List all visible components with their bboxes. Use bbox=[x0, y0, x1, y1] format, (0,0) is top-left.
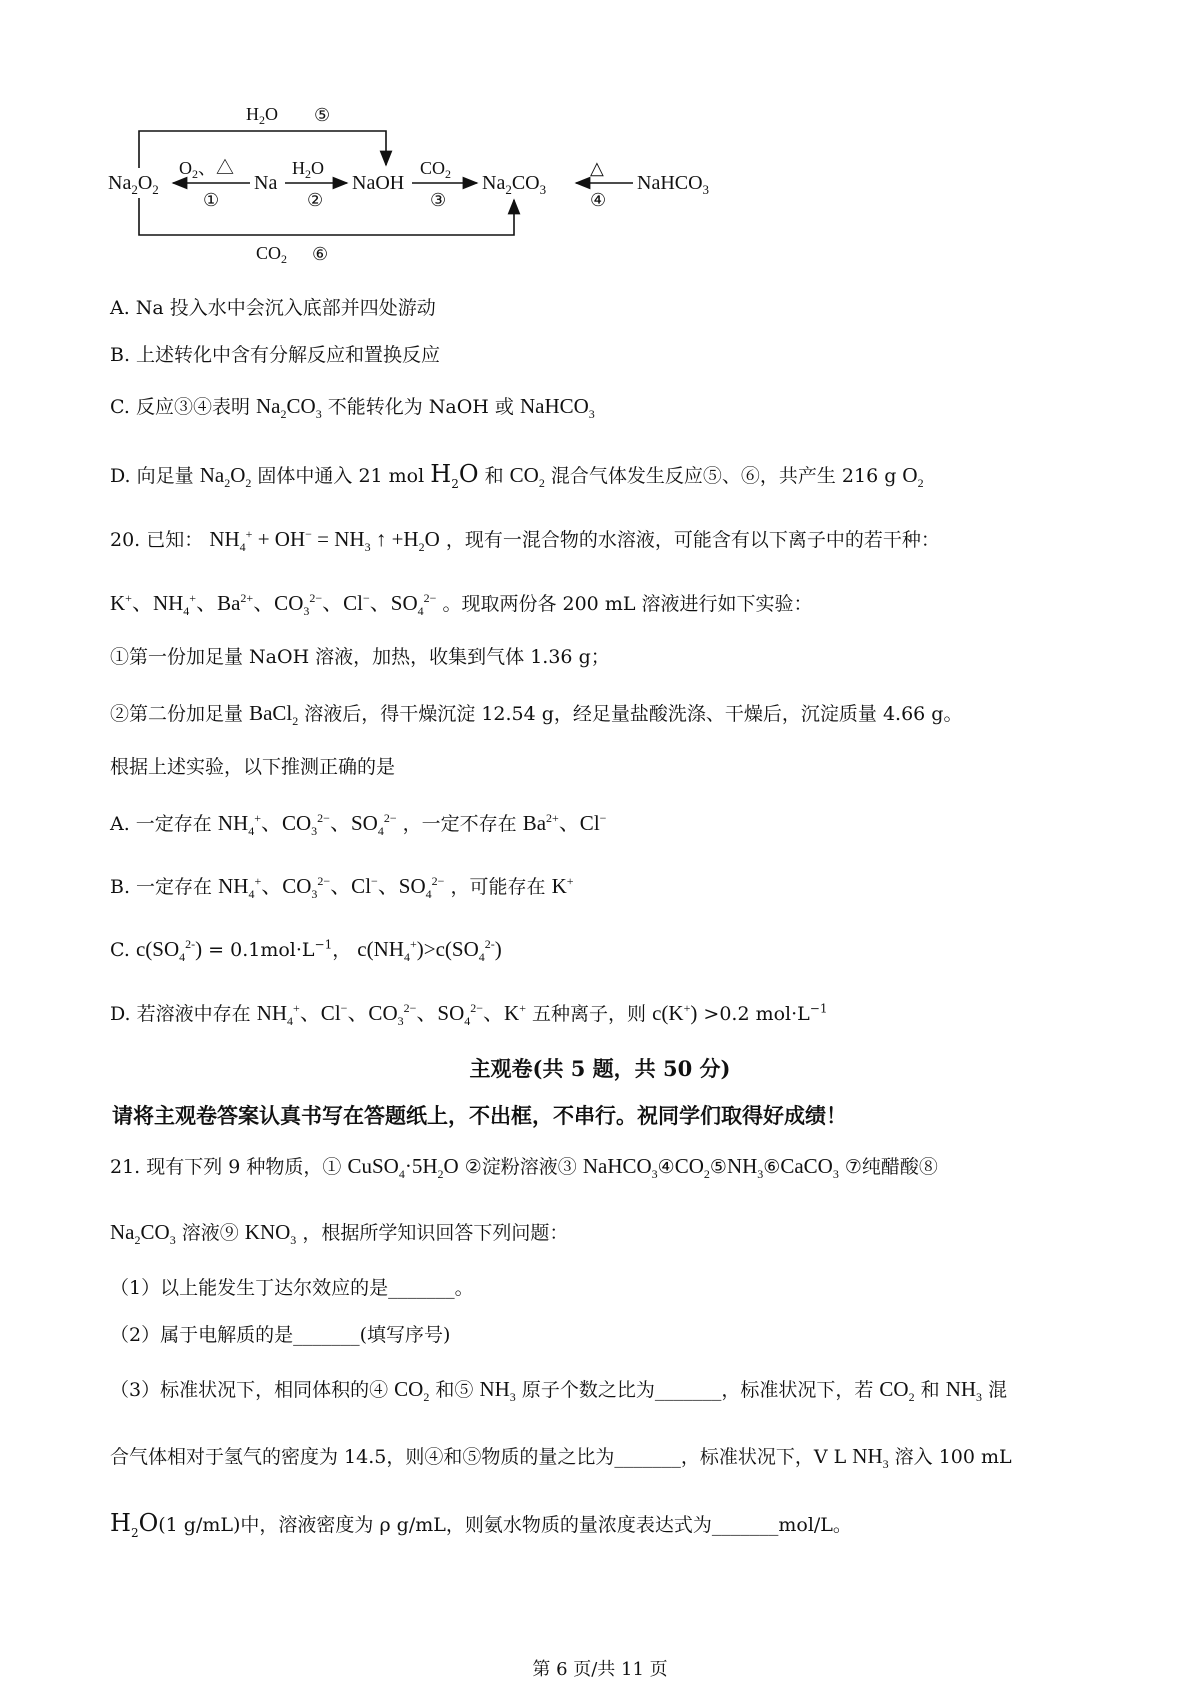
q21-p3-line2-a: 合气体相对于氢气的密度为 14.5，则④和⑤物质的量之比为_______，标准状况下，V L bbox=[110, 1446, 847, 1468]
q20-b-pre: B. 一定存在 bbox=[110, 876, 213, 898]
q19-d-pre: D. 向足量 bbox=[110, 465, 194, 487]
q20-exp2-pre: ②第二份加足量 bbox=[110, 703, 244, 725]
q19-c-mid: 不能转化为 NaOH 或 bbox=[327, 396, 514, 418]
arrow6-number: ⑥ bbox=[312, 244, 329, 264]
species-na: Na bbox=[254, 172, 278, 194]
q21-p3-d: 和 bbox=[920, 1379, 940, 1401]
q21-stem-post: ，根据所学知识回答下列问题： bbox=[302, 1222, 569, 1244]
q19-option-d: D. 向足量 $Na_2O_2$ 固体中通入 21 mol $H_2O$ 和 $CO_2$ 混合气体发生反应⑤、⑥，共产生 216 g $O_2$ bbox=[110, 460, 924, 491]
arrow2-number: ② bbox=[307, 190, 324, 210]
section-instruction: 请将主观卷答案认真书写在答题纸上，不出框，不串行。祝同学们取得好成绩！ bbox=[112, 1103, 847, 1128]
q19-d-mid3: 混合气体发生反应⑤、⑥，共产生 216 g bbox=[550, 465, 897, 487]
q21-stem-line2: $Na_2CO_3$ 溶液⑨ $KNO_3$ ，根据所学知识回答下列问题： bbox=[110, 1220, 569, 1248]
q20-d-pre: D. 若溶液中存在 bbox=[110, 1003, 251, 1025]
q21-part3: （3）标准状况下，相同体积的④ $CO_2$ 和⑤ $NH_3$ 原子个数之比为_______，标准状况下，若 $CO_2$ 和 $NH_3$ 混 bbox=[110, 1377, 1008, 1405]
q20-option-a: A. 一定存在 $NH_4^+$、$CO_3^{2-}$、$SO_4^{2-}$ ，一定不存在 $Ba^{2+}$、Cl− bbox=[110, 811, 607, 839]
q20-d-mid: 五种离子，则 bbox=[532, 1003, 647, 1025]
arrow2-reagent: $H_2O$ bbox=[292, 158, 324, 181]
q19-option-a: A. Na 投入水中会沉入底部并四处游动 bbox=[110, 297, 436, 319]
q21-p3-a: （3）标准状况下，相同体积的④ bbox=[110, 1379, 389, 1401]
q20-d-val: >0.2 mol·L bbox=[703, 1003, 810, 1025]
q19-option-b: B. 上述转化中含有分解反应和置换反应 bbox=[110, 344, 441, 366]
q20-c-val: = 0.1mol·L bbox=[208, 939, 315, 961]
arrow-5 bbox=[139, 131, 386, 168]
q21-part3-line2: 合气体相对于氢气的密度为 14.5，则④和⑤物质的量之比为_______，标准状况下，V L $NH_3$ 溶入 100 mL bbox=[110, 1444, 1012, 1472]
q20-ions: K+、$NH_4^+$、$Ba^{2+}$、$CO_3^{2-}$、Cl−、$SO_4^{2-}$ 。现取两份各 200 mL 溶液进行如下实验： bbox=[110, 591, 813, 619]
q21-part1: （1）以上能发生丁达尔效应的是_______。 bbox=[110, 1277, 474, 1299]
q21-stem-pre: 21. 现有下列 9 种物质，① bbox=[110, 1156, 342, 1178]
q21-p3-line3: (1 g/mL)中，溶液密度为 ρ g/mL，则氨水物质的量浓度表达式为_______mol/L。 bbox=[158, 1514, 852, 1536]
q19-option-c: C. 反应③④表明 $Na_2CO_3$ 不能转化为 NaOH 或 NaHCO$_3$ bbox=[110, 394, 595, 422]
q21-i6: ⑦纯醋酸⑧ bbox=[844, 1156, 938, 1178]
species-nahco3: NaHCO$_3$ bbox=[637, 172, 710, 197]
q20-exp1: ①第一份加足量 NaOH 溶液，加热，收集到气体 1.36 g； bbox=[110, 646, 610, 668]
arrow-6 bbox=[139, 198, 514, 235]
q20-option-c: C. $c(SO_4^{2-}) = 0.1mol\cdot L^{-1}$， $c(NH_4^+)>c(SO_4^{2-})$ bbox=[110, 937, 502, 965]
arrow4-number: ④ bbox=[590, 190, 607, 210]
arrow6-reagent: $CO_2$ bbox=[256, 243, 288, 266]
q21-stem: 21. 现有下列 9 种物质，① $CuSO_4\cdot 5H_2O$ ②淀粉溶液③ $NaHCO_3④CO_2⑤NH_3⑥CaCO_3$ ⑦纯醋酸⑧ bbox=[110, 1154, 938, 1182]
q19-d-mid2: 和 bbox=[484, 465, 504, 487]
arrow5-number: ⑤ bbox=[314, 105, 331, 125]
q20-c-pre: C. bbox=[110, 939, 130, 961]
q20-a-mid: ，一定不存在 bbox=[402, 813, 517, 835]
arrow3-number: ③ bbox=[430, 190, 447, 210]
q21-p3-b: 和⑤ bbox=[435, 1379, 474, 1401]
q21-i2: ②淀粉溶液③ bbox=[464, 1156, 577, 1178]
q20-exp2: ②第二份加足量 BaCl$_2$ 溶液后，得干燥沉淀 12.54 g，经足量盐酸洗涤、干燥后，沉淀质量 4.66 g。 bbox=[110, 701, 963, 729]
arrow1-reagent: $O_2$、△ bbox=[179, 158, 234, 181]
q20-stem-post: ，现有一混合物的水溶液，可能含有以下离子中的若干种： bbox=[445, 529, 940, 551]
arrow3-reagent: $CO_2$ bbox=[420, 158, 452, 181]
q20-option-d: D. 若溶液中存在 $NH_4^+$、Cl−、$CO_3^{2-}$、$SO_4^{2-}$、K+ 五种离子，则 c(K+) >0.2 $mol\cdot L^{-1}$ bbox=[110, 1001, 828, 1029]
q21-p3-c: 原子个数之比为_______，标准状况下，若 bbox=[521, 1379, 874, 1401]
q20-stem-pre: 20. 已知： bbox=[110, 529, 204, 551]
q19-d-mid1: 固体中通入 21 mol bbox=[257, 465, 425, 487]
q20-b-mid: ，可能存在 bbox=[450, 876, 546, 898]
q20-a-pre: A. 一定存在 bbox=[110, 813, 212, 835]
q20-exp2-post: 溶液后，得干燥沉淀 12.54 g，经足量盐酸洗涤、干燥后，沉淀质量 4.66 g。 bbox=[304, 703, 963, 725]
q20-stem: 20. 已知： $NH_4^+ + OH^- = NH_3$ ↑ $+H_2O$ ，现有一混合物的水溶液，可能含有以下离子中的若干种： bbox=[110, 527, 940, 555]
q20-option-b: B. 一定存在 $NH_4^+$、$CO_3^{2-}$、Cl−、$SO_4^{2-}$ ，可能存在 K+ bbox=[110, 874, 574, 902]
q21-p3-e: 混 bbox=[988, 1379, 1008, 1401]
arrow5-reagent: $H_2O$ bbox=[246, 104, 278, 127]
q21-i8-suffix: 溶液⑨ bbox=[181, 1222, 239, 1244]
section-heading: 主观卷(共 5 题，共 50 分) bbox=[469, 1056, 731, 1081]
q21-part2: （2）属于电解质的是_______(填写序号) bbox=[110, 1324, 451, 1346]
q19-c-pre: C. 反应③④表明 bbox=[110, 396, 250, 418]
arrow4-reagent: △ bbox=[590, 158, 604, 178]
sodium-conversion-diagram bbox=[0, 0, 1200, 300]
species-naoh: NaOH bbox=[352, 172, 405, 194]
q21-p3-line2-b: 溶入 100 mL bbox=[894, 1446, 1012, 1468]
q20-ions-post: 。现取两份各 200 mL 溶液进行如下实验： bbox=[442, 593, 813, 615]
q21-part3-line3: $H_2O(1$ g/mL)中，溶液密度为 ρ g/mL，则氨水物质的量浓度表达式为_______mol/L。 bbox=[110, 1509, 852, 1540]
species-na2o2: $Na_2O_2$ bbox=[108, 172, 159, 197]
q20-ask: 根据上述实验，以下推测正确的是 bbox=[110, 756, 396, 778]
page-footer: 第 6 页/共 11 页 bbox=[532, 1659, 668, 1680]
arrow1-number: ① bbox=[203, 190, 220, 210]
species-na2co3: $Na_2CO_3$ bbox=[482, 172, 547, 197]
